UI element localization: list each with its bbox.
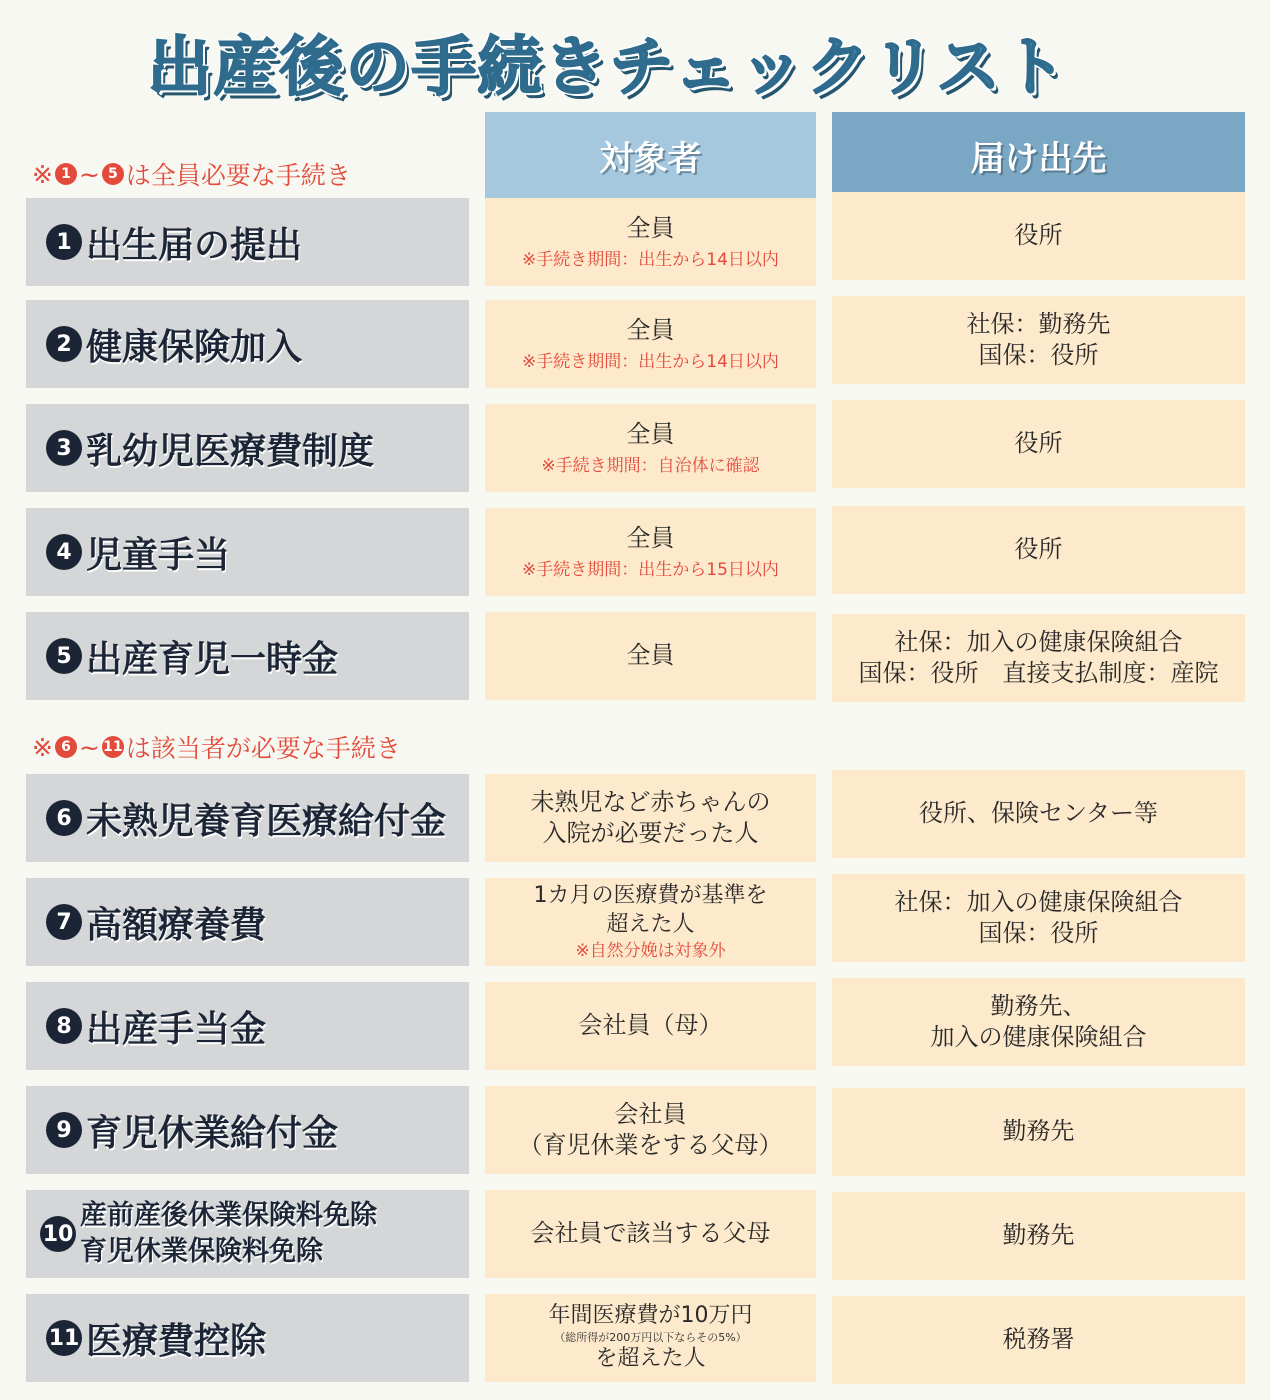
number-badge: 7 [46, 904, 82, 940]
checklist-row [0, 774, 1270, 862]
checklist-row [0, 612, 1270, 700]
target-text: 1カ月の医療費が基準を [533, 883, 768, 909]
destination-text: 役所、保険センター等 [918, 799, 1159, 828]
row-label [26, 198, 469, 286]
destination-cell [832, 1296, 1245, 1384]
target-cell [485, 982, 816, 1070]
destination-cell [832, 770, 1245, 858]
destination-cell [832, 614, 1245, 702]
target-text: 超えた人 [606, 911, 695, 937]
note-range-start-badge: 6 [55, 736, 77, 758]
checklist-row [0, 1086, 1270, 1174]
target-text: 入院が必要だった人 [542, 819, 759, 847]
target-text: 全員 [626, 524, 675, 553]
destination-cell [832, 400, 1245, 488]
procedure-name: 育児休業保険料免除 [80, 1236, 323, 1267]
destination-text: 役所 [1014, 535, 1063, 564]
target-text: 全員 [626, 214, 675, 243]
note-applicable [32, 729, 401, 765]
target-cell [485, 300, 816, 388]
procedure-name: 産前産後休業保険料免除 [80, 1199, 377, 1231]
destination-cell [832, 978, 1245, 1066]
note-required [32, 156, 351, 192]
procedure-name: 未熟児養育医療給付金 [86, 800, 447, 842]
target-cell [485, 404, 816, 492]
procedure-name: 出産手当金 [86, 1008, 267, 1050]
row-label [26, 774, 469, 862]
destination-text: 国保：役所 [978, 341, 1099, 369]
procedure-name: 健康保険加入 [86, 326, 303, 368]
number-badge: 3 [46, 430, 82, 466]
row-label [26, 878, 469, 966]
number-badge: 6 [46, 800, 82, 836]
procedure-name: 医療費控除 [86, 1320, 267, 1362]
row-label [26, 404, 469, 492]
checklist-row [0, 198, 1270, 286]
row-label [26, 1294, 469, 1382]
number-badge: 9 [46, 1112, 82, 1148]
checklist-row [0, 982, 1270, 1070]
target-cell [485, 774, 816, 862]
destination-cell [832, 1192, 1245, 1280]
target-text: 年間医療費が10万円 [548, 1303, 753, 1329]
target-text: （育児休業をする父母） [518, 1131, 783, 1159]
destination-text: 国保：役所 [978, 919, 1099, 947]
note-text: は全員必要な手続き [125, 161, 351, 190]
note-prefix: ※ [32, 732, 53, 762]
destination-text: 国保：役所 直接支払制度：産院 [858, 659, 1219, 687]
checklist-row [0, 508, 1270, 596]
checklist-row [0, 878, 1270, 966]
target-text: 全員 [626, 316, 675, 345]
checklist-row [0, 300, 1270, 388]
target-cell [485, 1294, 816, 1382]
header-destination: 届け出先 [832, 112, 1245, 199]
row-label [26, 982, 469, 1070]
note-range-start-badge: 1 [55, 163, 77, 185]
target-text: 全員 [626, 420, 675, 449]
procedure-name: 児童手当 [86, 534, 231, 576]
destination-cell [832, 296, 1245, 384]
target-text: 会社員で該当する父母 [530, 1219, 771, 1248]
row-label [26, 508, 469, 596]
note-text: は該当者が必要な手続き [125, 734, 401, 763]
procedure-name-group [80, 1198, 377, 1271]
target-footnote: （総所得が200万円以下ならその5%） [554, 1330, 747, 1344]
number-badge: 10 [40, 1216, 76, 1252]
target-cell [485, 878, 816, 966]
row-label [26, 612, 469, 700]
number-badge: 8 [46, 1008, 82, 1044]
deadline-note: ※手続き期間：出生から14日以内 [522, 249, 779, 270]
row-label [26, 1190, 469, 1278]
checklist-row [0, 1190, 1270, 1278]
number-badge: 2 [46, 326, 82, 362]
target-text: 会社員 [614, 1099, 687, 1128]
note-range-end-badge: 11 [102, 736, 124, 758]
destination-text: 勤務先 [1002, 1117, 1075, 1146]
page-title: 出産後の手続きチェックリスト [147, 31, 1069, 105]
number-badge: 4 [46, 534, 82, 570]
procedure-name: 出生届の提出 [86, 224, 303, 266]
checklist-row [0, 1294, 1270, 1382]
target-cell [485, 612, 816, 700]
note-range-end-badge: 5 [102, 163, 124, 185]
deadline-note: ※手続き期間：出生から14日以内 [522, 351, 779, 372]
destination-cell [832, 192, 1245, 280]
destination-text: 役所 [1014, 429, 1063, 458]
note-prefix: ※ [32, 159, 53, 189]
procedure-name: 出産育児一時金 [86, 638, 339, 680]
procedure-name: 高額療養費 [86, 904, 267, 946]
procedure-name: 乳幼児医療費制度 [86, 430, 375, 472]
row-label [26, 1086, 469, 1174]
destination-text: 役所 [1014, 221, 1063, 250]
destination-text: 勤務先、 [990, 991, 1087, 1020]
destination-cell [832, 874, 1245, 962]
destination-cell [832, 506, 1245, 594]
target-text: 未熟児など赤ちゃんの [530, 787, 771, 816]
target-cell [485, 508, 816, 596]
number-badge: 11 [46, 1320, 82, 1356]
number-badge: 5 [46, 638, 82, 674]
number-badge: 1 [46, 224, 82, 260]
procedure-name: 育児休業給付金 [86, 1112, 339, 1154]
destination-text: 社保：加入の健康保険組合 [894, 627, 1183, 656]
target-text: 全員 [626, 641, 675, 670]
checklist-row [0, 404, 1270, 492]
destination-text: 勤務先 [1002, 1221, 1075, 1250]
destination-cell [832, 1088, 1245, 1176]
target-text: を超えた人 [595, 1346, 706, 1372]
exclusion-note: ※自然分娩は対象外 [575, 940, 726, 961]
destination-text: 社保：勤務先 [966, 309, 1111, 338]
target-cell [485, 1190, 816, 1278]
target-cell [485, 1086, 816, 1174]
deadline-note: ※手続き期間：出生から15日以内 [522, 559, 779, 580]
deadline-note: ※手続き期間：自治体に確認 [541, 455, 760, 476]
destination-text: 社保：加入の健康保険組合 [894, 887, 1183, 916]
destination-text: 加入の健康保険組合 [930, 1023, 1147, 1051]
row-label [26, 300, 469, 388]
target-text: 会社員（母） [578, 1011, 723, 1040]
header-target: 対象者 [485, 112, 816, 199]
note-tilde: ~ [78, 159, 100, 189]
target-cell [485, 198, 816, 286]
note-tilde: ~ [78, 732, 100, 762]
destination-text: 税務署 [1002, 1325, 1075, 1354]
